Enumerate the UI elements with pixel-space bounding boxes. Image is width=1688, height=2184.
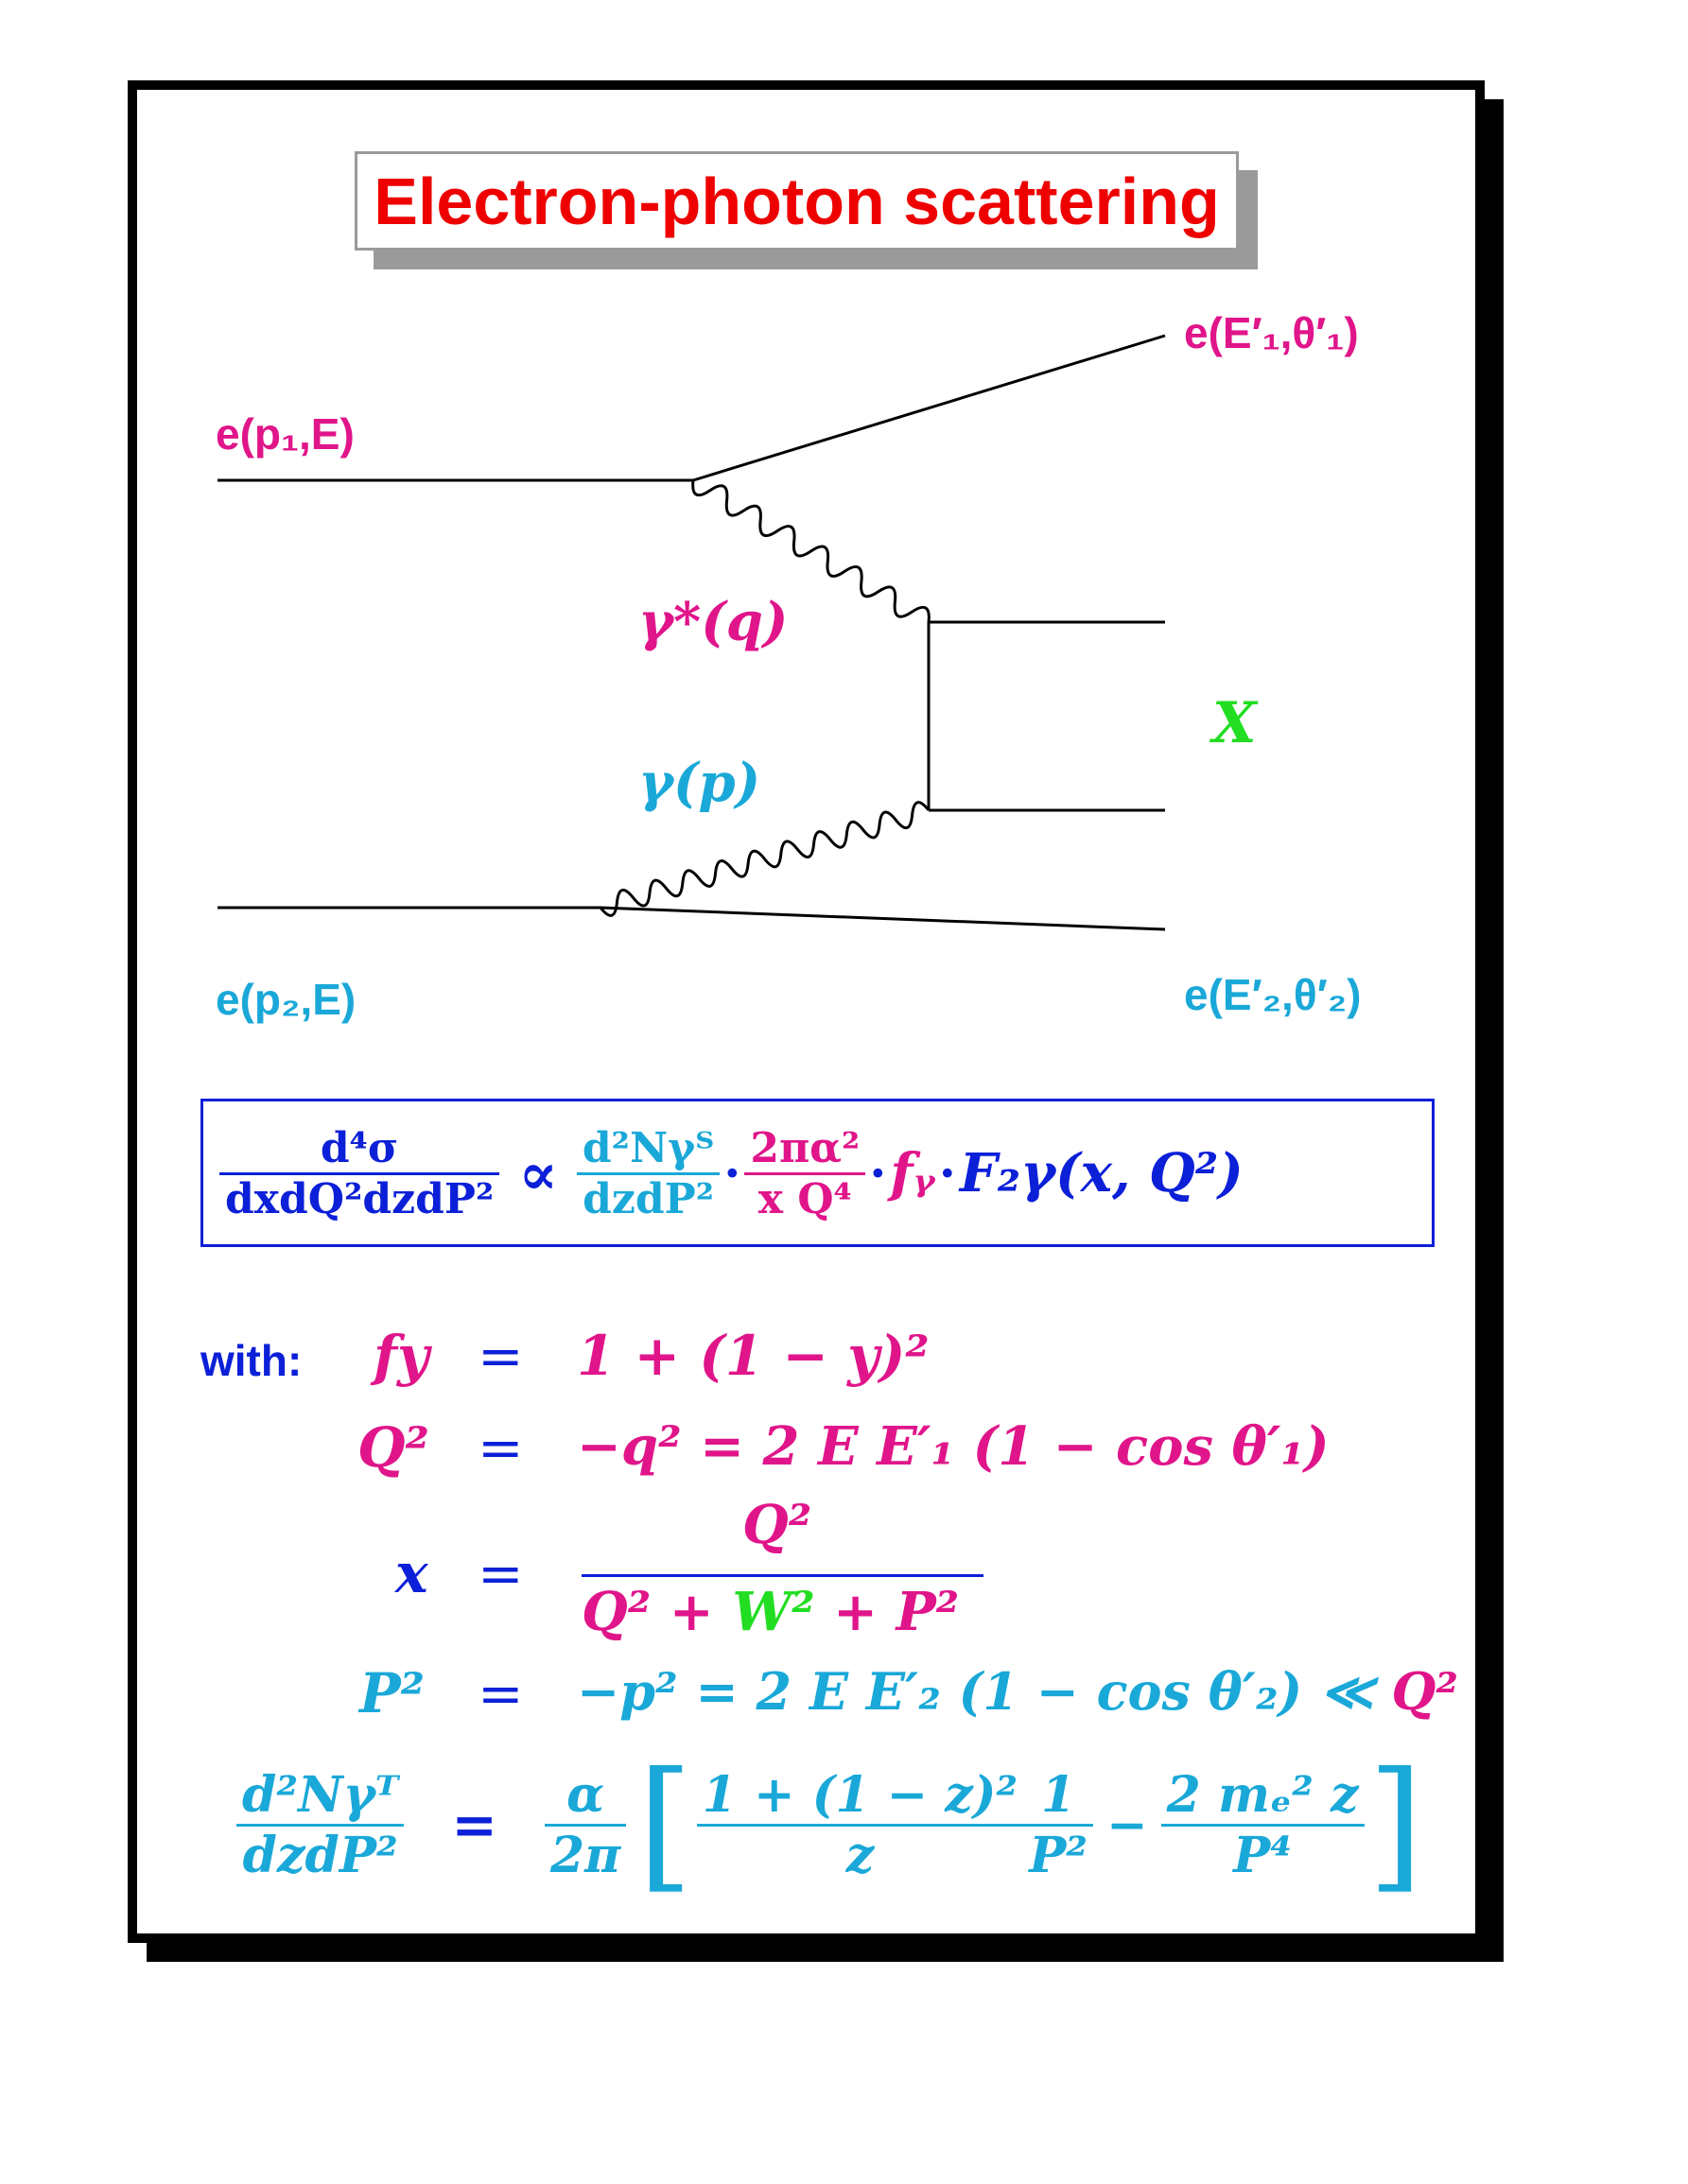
flux-alpha-den: 2π [549, 1826, 621, 1884]
dot-3: · [938, 1144, 956, 1203]
dot-2: · [869, 1144, 887, 1203]
flux-alpha-num: α [566, 1765, 605, 1824]
x-den-p2: + P² [833, 1581, 960, 1643]
minus-sign: − [1106, 1795, 1148, 1854]
coupling-den: x Q⁴ [757, 1174, 852, 1223]
cross-section-formula [219, 1114, 1244, 1233]
proportional-symbol: ∝ [518, 1138, 558, 1208]
flux-p2-den: P² [1029, 1826, 1088, 1884]
flux-alpha-fraction [545, 1766, 626, 1884]
virtual-photon-label: γ*(q) [638, 591, 789, 653]
q2-lhs: Q² [357, 1415, 429, 1480]
dot-1: · [723, 1144, 741, 1203]
p2-lhs: P² [359, 1661, 426, 1725]
photon-flux-den: dzdP² [583, 1174, 714, 1223]
fy-rhs: 1 + (1 − y)² [577, 1324, 930, 1388]
flux-lhs-den: dzdP² [242, 1826, 398, 1884]
equals-fy: = [478, 1324, 524, 1388]
structure-function: F₂γ(x, Q²) [959, 1142, 1244, 1205]
flux-lhs [236, 1766, 404, 1884]
x-numerator: Q² [742, 1494, 812, 1556]
flux-lhs-num: d²Nγᵀ [242, 1765, 399, 1824]
flux-p2-num: 1 [1041, 1765, 1076, 1824]
flux-z-den: z [845, 1826, 875, 1884]
flux-mass-num: 2 mₑ² z [1166, 1765, 1359, 1824]
flux-p2-fraction [1023, 1766, 1093, 1884]
q2-rhs: −q² = 2 E E′₁ (1 − cos θ′₁) [577, 1415, 1330, 1478]
incoming-electron-1-label: e(p₁,E) [216, 409, 355, 459]
right-bracket: ] [1367, 1742, 1424, 1907]
p2-rhs-q2: Q² [1391, 1661, 1459, 1722]
equals-q2: = [478, 1415, 524, 1480]
flux-z-num: 1 + (1 − z)² [702, 1765, 1018, 1824]
p2-rhs-main: −p² = 2 E E′₂ (1 − cos θ′₂) ≪ [577, 1661, 1374, 1722]
incoming-electron-2-label: e(p₂,E) [216, 975, 357, 1024]
x-lhs: x [395, 1541, 428, 1605]
equals-p2: = [478, 1661, 524, 1725]
cross-section-lhs [219, 1124, 499, 1223]
flux-mass-fraction [1161, 1766, 1365, 1884]
cross-section-lhs-den: dxdQ²dzdP² [225, 1174, 495, 1223]
coupling-num: 2πα² [750, 1123, 861, 1172]
photon-flux-num: d²Nγᵀ [582, 1123, 715, 1172]
p2-rhs [577, 1661, 1458, 1722]
slide-title: Electron-photon scattering [374, 164, 1220, 238]
x-den-q2: Q² + [582, 1581, 714, 1643]
x-den-w2: W² [732, 1581, 815, 1643]
x-denominator [582, 1581, 959, 1643]
photon-flux-definition [236, 1742, 1424, 1907]
equals-x: = [478, 1541, 524, 1605]
flux-z-fraction [697, 1766, 1023, 1884]
fy-factor: fᵧ [890, 1142, 935, 1205]
fy-lhs: fy [374, 1324, 429, 1388]
quasi-real-photon-wave [600, 803, 929, 916]
outgoing-electron-2-line [600, 908, 1165, 929]
flux-mass-den: P⁴ [1233, 1826, 1293, 1884]
outgoing-electron-1-line [693, 336, 1165, 480]
outgoing-electron-2-label: e(E′₂,θ′₂) [1184, 970, 1362, 1019]
with-label: with: [200, 1336, 303, 1385]
equals-flux: = [451, 1793, 497, 1857]
coupling-fraction [744, 1124, 865, 1223]
photon-flux-fraction [577, 1124, 720, 1223]
outgoing-electron-1-label: e(E′₁,θ′₁) [1184, 308, 1359, 357]
left-bracket: [ [637, 1742, 693, 1907]
cross-section-lhs-num: d⁴σ [320, 1123, 399, 1172]
final-state-label: X [1212, 690, 1257, 756]
quasi-real-photon-label: γ(p) [638, 752, 761, 814]
x-fraction-bar [582, 1574, 983, 1577]
